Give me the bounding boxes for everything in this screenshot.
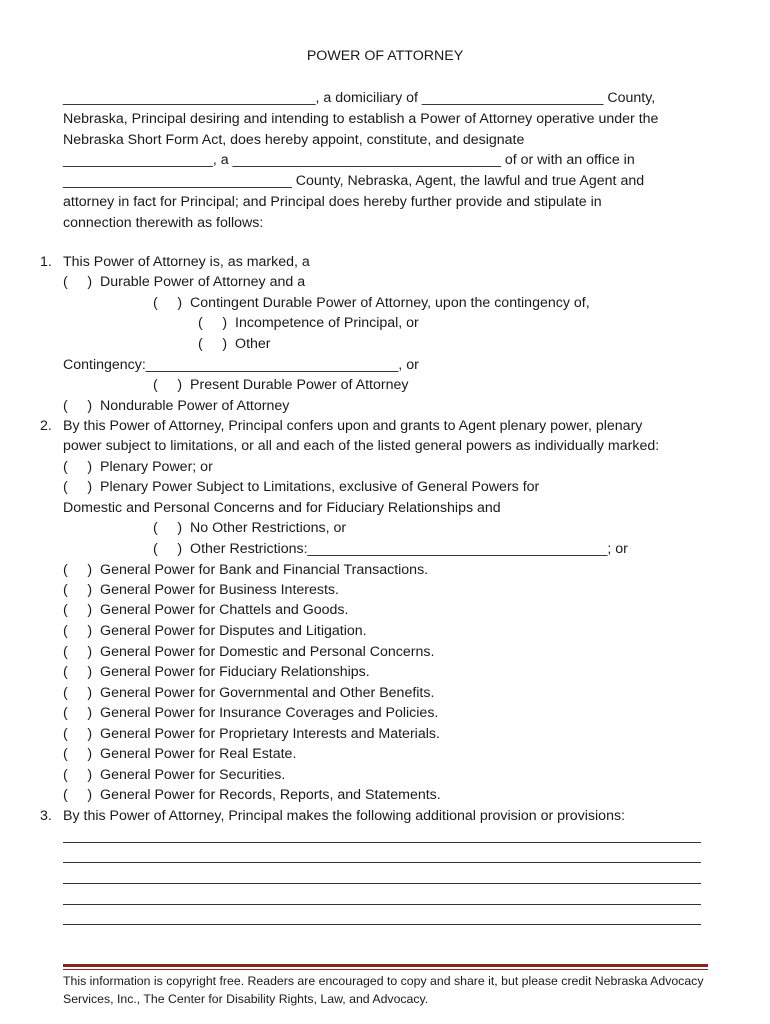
general-power-option[interactable]: ( ) General Power for Domestic and Personal Concerns.: [63, 644, 435, 660]
footer-rule: [63, 964, 708, 967]
general-power-option[interactable]: ( ) General Power for Chattels and Goods.: [63, 602, 349, 618]
footer-rule-thin: [63, 969, 708, 970]
option-other[interactable]: ( ) Other: [198, 336, 271, 352]
provision-blank-line[interactable]: [63, 842, 701, 843]
option-nondurable[interactable]: ( ) Nondurable Power of Attorney: [63, 398, 290, 414]
section-2-text: By this Power of Attorney, Principal confers upon and grants to Agent plenary power, plenary: [63, 418, 643, 434]
contingency-field[interactable]: Contingency:________________________________, or: [63, 357, 419, 373]
option-no-other-restrictions[interactable]: ( ) No Other Restrictions, or: [153, 520, 347, 536]
general-power-option[interactable]: ( ) General Power for Insurance Coverages and Policies.: [63, 705, 439, 721]
intro-paragraph: [63, 88, 713, 234]
general-power-option[interactable]: ( ) General Power for Bank and Financial Transactions.: [63, 562, 429, 578]
provision-blank-line[interactable]: [63, 904, 701, 905]
option-incompetence[interactable]: ( ) Incompetence of Principal, or: [198, 315, 419, 331]
option-contingent[interactable]: ( ) Contingent Durable Power of Attorney, upon the contingency of,: [153, 295, 590, 311]
intro-line: attorney in fact for Principal; and Principal does hereby further provide and stipulate in: [63, 193, 602, 210]
general-power-option[interactable]: ( ) General Power for Governmental and Other Benefits.: [63, 685, 435, 701]
intro-line: ________________________________, a domiciliary of _______________________ County,: [63, 90, 656, 106]
option-other-restrictions[interactable]: ( ) Other Restrictions:______________________________________; or: [153, 541, 628, 557]
general-power-option[interactable]: ( ) General Power for Disputes and Litigation.: [63, 623, 367, 639]
section-3-text: By this Power of Attorney, Principal makes the following additional provision or provisions:: [63, 808, 625, 824]
section-3-number: 3.: [40, 808, 52, 824]
provision-blank-line[interactable]: [63, 862, 701, 863]
intro-line: _____________________________ County, Nebraska, Agent, the lawful and true Agent and: [63, 173, 645, 190]
provision-blank-line[interactable]: [63, 924, 701, 925]
option-plenary[interactable]: ( ) Plenary Power; or: [63, 459, 213, 475]
section-2-text: power subject to limitations, or all and each of the listed general powers as individually marked:: [63, 438, 660, 454]
general-power-option[interactable]: ( ) General Power for Business Interests.: [63, 582, 339, 598]
general-power-option[interactable]: ( ) General Power for Real Estate.: [63, 746, 297, 762]
intro-line: ___________________, a __________________________________ of or with an office in: [63, 152, 635, 169]
footer-credit: This information is copyright free. Readers are encouraged to copy and share it, but please credit Nebraska Advocacy Services, Inc., The Center for Disability Rights, Law, and Advocacy.: [63, 974, 704, 1006]
plenary-limited-continued: Domestic and Personal Concerns and for Fiduciary Relationships and: [63, 500, 501, 516]
section-1-number: 1.: [40, 254, 52, 270]
option-plenary-limited[interactable]: ( ) Plenary Power Subject to Limitations, exclusive of General Powers for: [63, 479, 540, 495]
section-2-number: 2.: [40, 418, 52, 434]
option-present-durable[interactable]: ( ) Present Durable Power of Attorney: [153, 377, 409, 393]
general-power-option[interactable]: ( ) General Power for Securities.: [63, 767, 286, 783]
page-title: POWER OF ATTORNEY: [306, 48, 464, 64]
general-power-option[interactable]: ( ) General Power for Proprietary Interests and Materials.: [63, 726, 440, 742]
general-power-option[interactable]: ( ) General Power for Records, Reports, and Statements.: [63, 787, 441, 803]
general-power-option[interactable]: ( ) General Power for Fiduciary Relationships.: [63, 664, 370, 680]
intro-line: Nebraska Short Form Act, does hereby appoint, constitute, and designate: [63, 131, 525, 148]
intro-line: connection therewith as follows:: [63, 214, 264, 231]
provision-blank-line[interactable]: [63, 883, 701, 884]
section-1-text: This Power of Attorney is, as marked, a: [63, 254, 310, 270]
option-durable[interactable]: ( ) Durable Power of Attorney and a: [63, 274, 306, 290]
intro-line: Nebraska, Principal desiring and intending to establish a Power of Attorney operative under the: [63, 110, 659, 127]
